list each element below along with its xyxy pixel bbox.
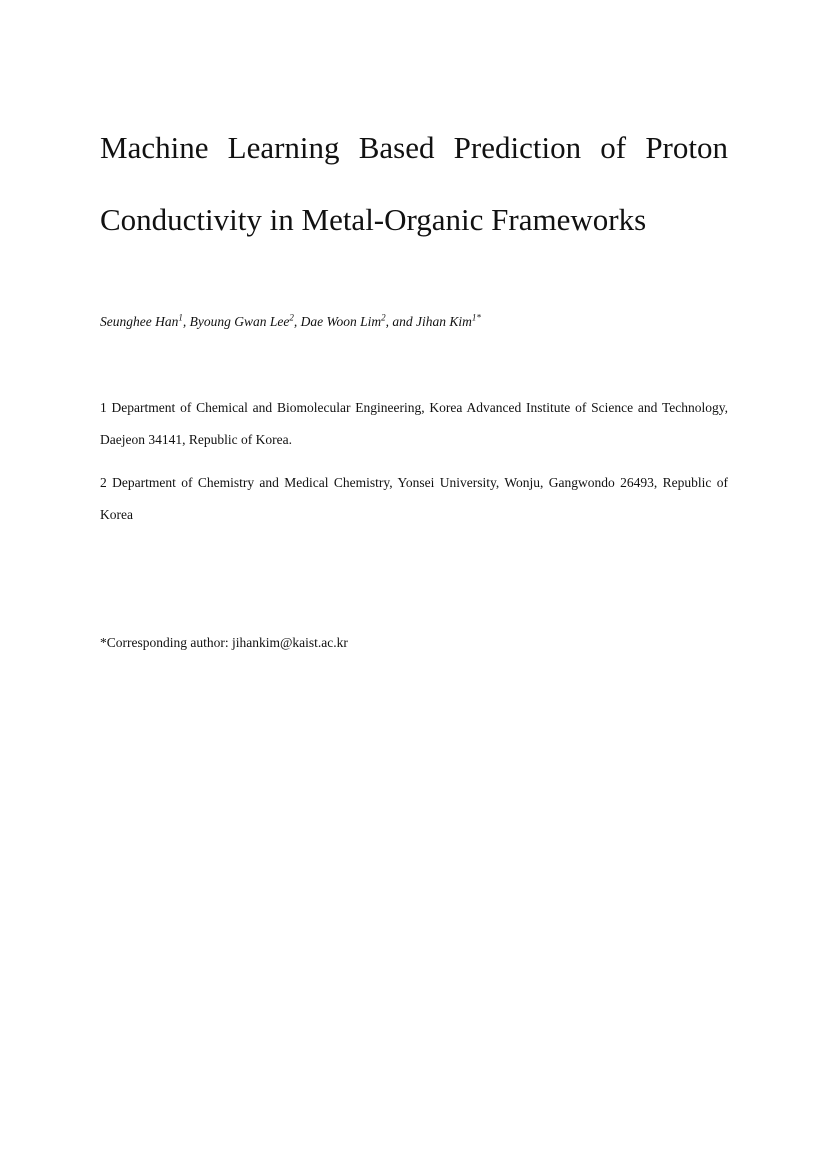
author-affiliation-mark: 1* <box>471 312 481 323</box>
author-separator: , <box>293 314 301 329</box>
affiliation-1: 1 Department of Chemical and Biomolecular Engineering, Korea Advanced Institute of Science and Technology, Daejeon 34141, Republic of Korea. <box>100 400 728 447</box>
author-affiliation-mark: 2 <box>381 312 386 323</box>
author-list <box>100 312 728 332</box>
author-affiliation-mark: 1 <box>178 312 183 323</box>
title-line-1: Machine Learning Based Prediction of Proton <box>100 130 728 165</box>
author-separator: , <box>182 314 190 329</box>
author-separator: , and <box>385 314 416 329</box>
affiliation-2: 2 Department of Chemistry and Medical Chemistry, Yonsei University, Wonju, Gangwondo 26493, Republic of Korea <box>100 475 728 522</box>
corresponding-author: *Corresponding author: jihankim@kaist.ac.kr <box>100 635 348 650</box>
author-affiliation-mark: 2 <box>289 312 294 323</box>
paper-title <box>100 112 728 256</box>
author-name: Seunghee Han <box>100 314 179 329</box>
title-line-2: Conductivity in Metal-Organic Frameworks <box>100 202 647 237</box>
author-name: Byoung Gwan Lee <box>189 314 290 329</box>
author-name: Dae Woon Lim <box>300 314 382 329</box>
author-name: Jihan Kim <box>415 314 472 329</box>
